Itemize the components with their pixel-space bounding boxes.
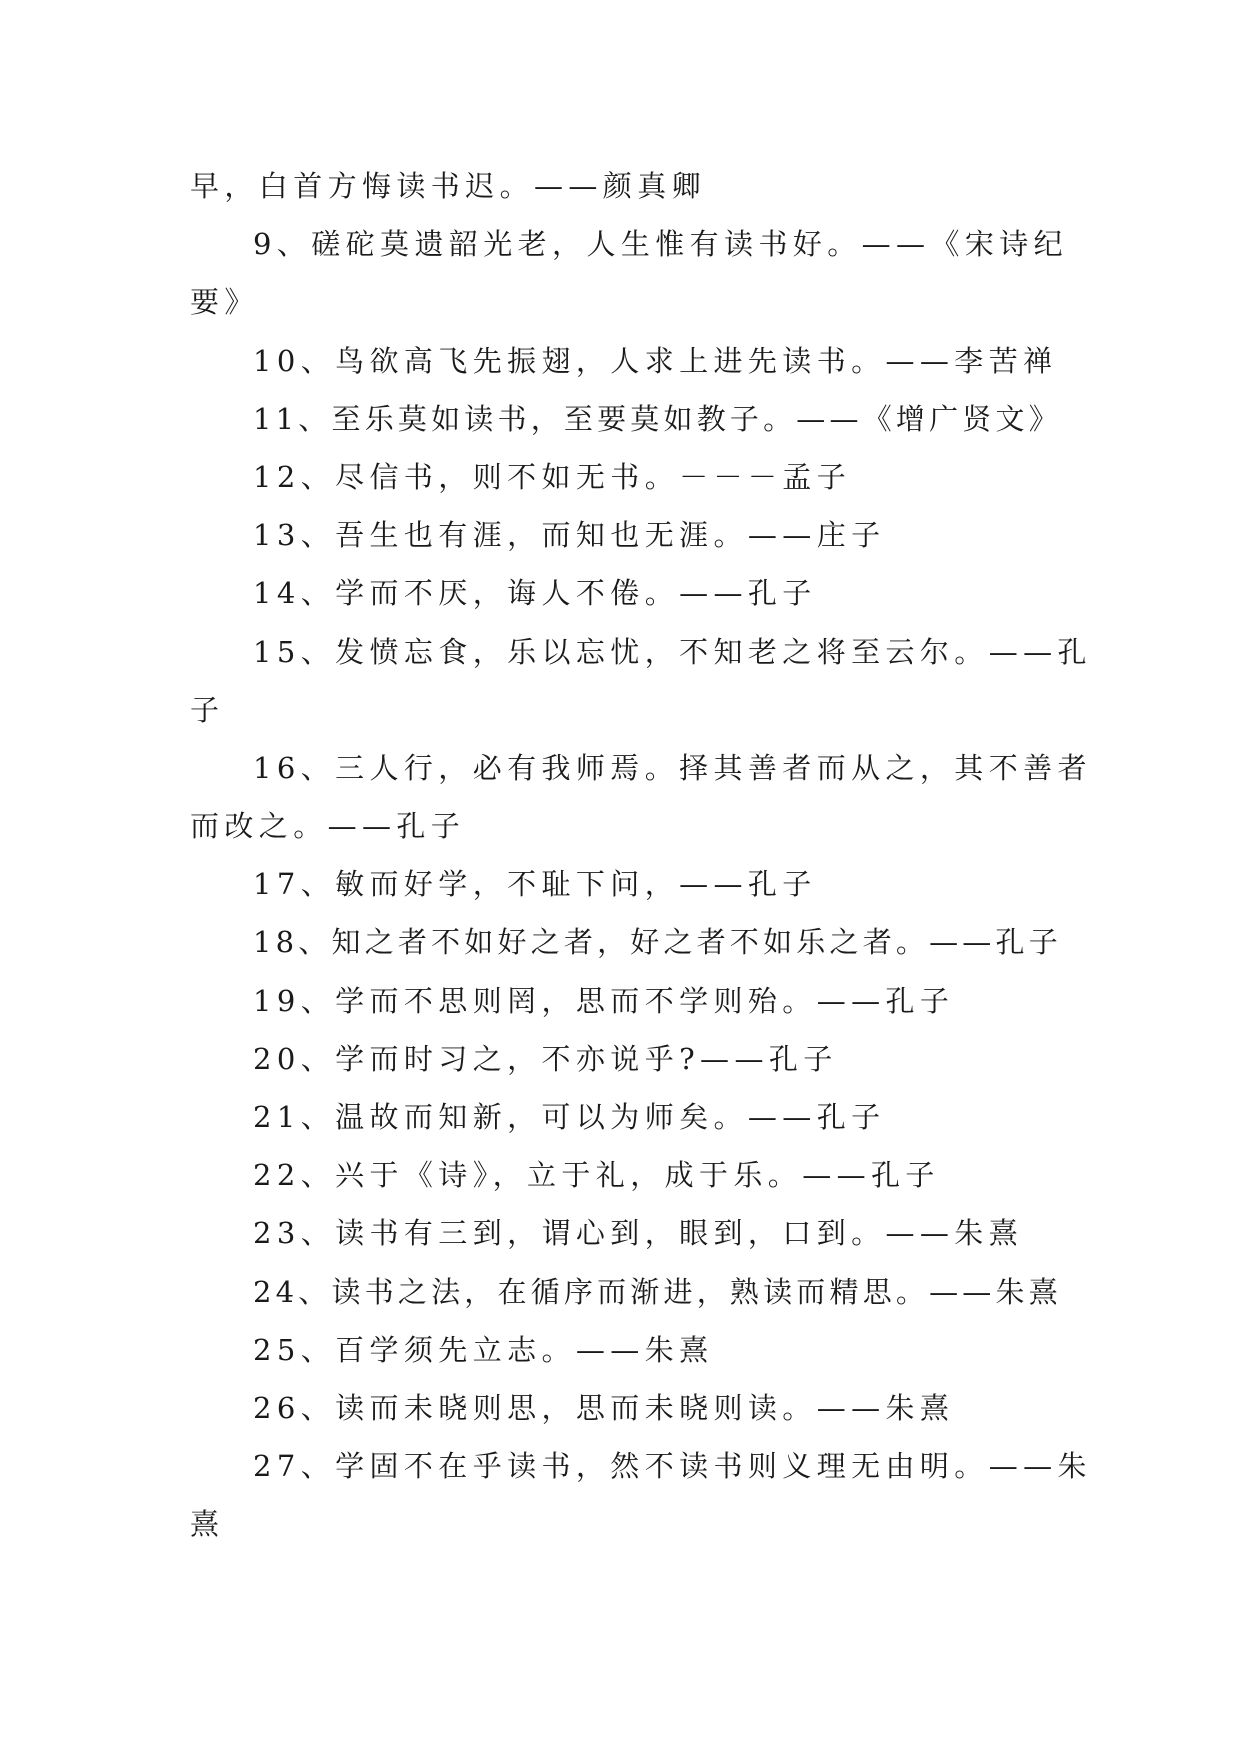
- text-line: 熹: [190, 1507, 225, 1542]
- quote-item-15: 15、发愤忘食，乐以忘忧，不知老之将至云尔。——孔: [253, 634, 1092, 669]
- text-line: 而改之。——孔子: [190, 809, 466, 844]
- text-line: 要》: [190, 285, 259, 320]
- quote-item-18: 18、知之者不如好之者，好之者不如乐之者。——孔子: [253, 925, 1062, 960]
- quote-item-12: 12、尽信书，则不如无书。－－－孟子: [253, 459, 852, 494]
- text-line: 早，白首方悔读书迟。——颜真卿: [190, 169, 707, 203]
- quote-item-23: 23、读书有三到，谓心到，眼到，口到。——朱熹: [253, 1216, 1024, 1251]
- quote-item-9: 9、磋砣莫遗韶光老，人生惟有读书好。——《宋诗纪: [253, 227, 1069, 262]
- quote-item-27: 27、学固不在乎读书，然不读书则义理无由明。——朱: [253, 1449, 1092, 1484]
- quote-item-24: 24、读书之法，在循序而渐进，熟读而精思。——朱熹: [253, 1274, 1062, 1309]
- quote-item-20: 20、学而时习之，不亦说乎?——孔子: [253, 1041, 838, 1076]
- quote-item-11: 11、至乐莫如读书，至要莫如教子。——《增广贤文》: [253, 401, 1062, 436]
- quote-item-17: 17、敏而好学，不耻下问，——孔子: [253, 867, 817, 902]
- quote-item-22: 22、兴于《诗》，立于礼，成于乐。——孔子: [253, 1158, 940, 1193]
- quote-item-13: 13、吾生也有涯，而知也无涯。——庄子: [253, 518, 886, 553]
- quote-item-19: 19、学而不思则罔，思而不学则殆。——孔子: [253, 983, 955, 1018]
- quote-item-16: 16、三人行，必有我师焉。择其善者而从之，其不善者: [253, 750, 1092, 785]
- quote-item-21: 21、温故而知新，可以为师矣。——孔子: [253, 1100, 886, 1134]
- text-line: 子: [190, 692, 225, 727]
- quote-item-26: 26、读而未晓则思，思而未晓则读。——朱熹: [253, 1390, 955, 1425]
- quote-item-25: 25、百学须先立志。——朱熹: [253, 1332, 714, 1367]
- quote-item-10: 10、鸟欲高飞先振翅，人求上进先读书。——李苦禅: [253, 343, 1058, 378]
- quote-item-14: 14、学而不厌，诲人不倦。——孔子: [253, 576, 817, 611]
- quote-list: [190, 157, 1092, 1554]
